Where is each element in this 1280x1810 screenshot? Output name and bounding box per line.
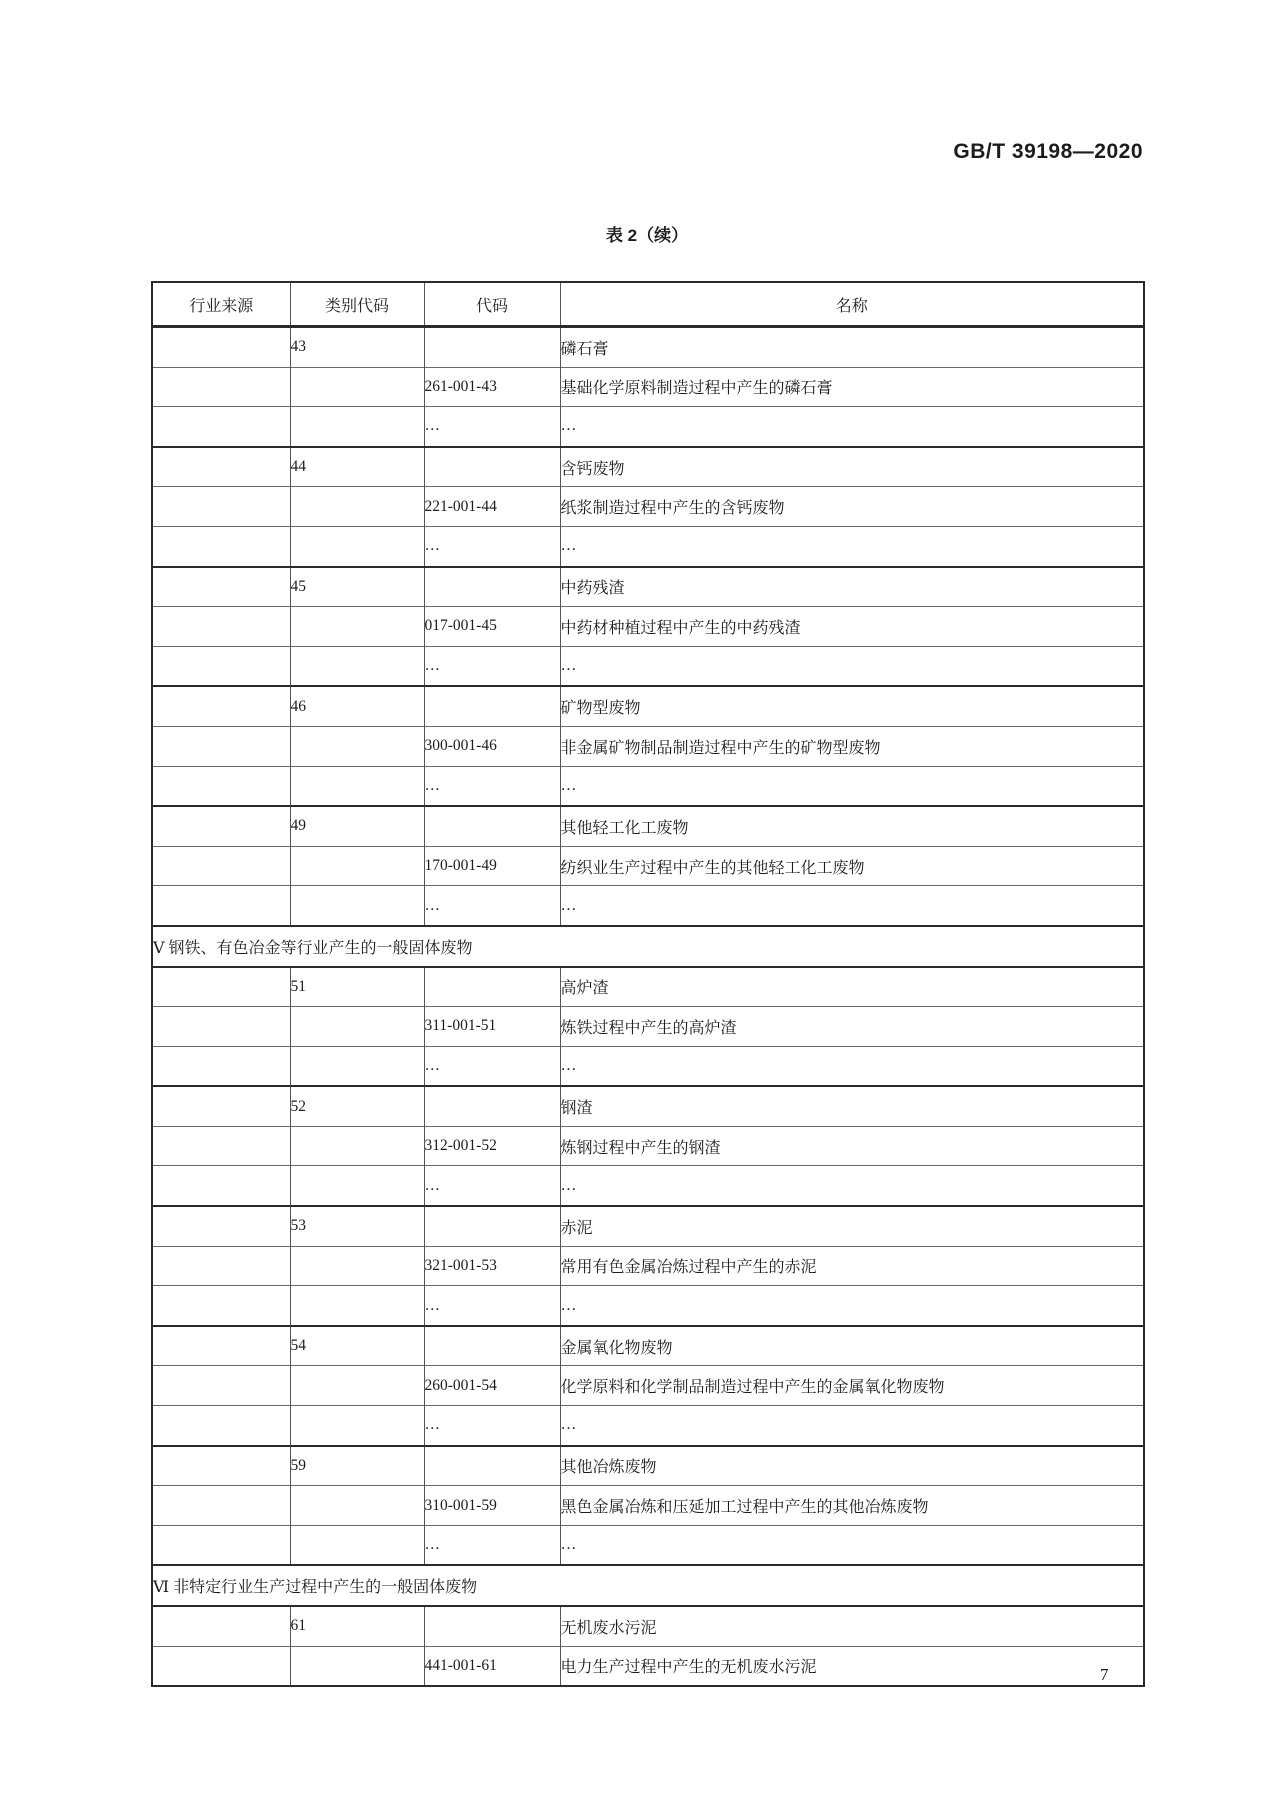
table-row xyxy=(152,1606,1144,1646)
cell-industry-source xyxy=(152,327,290,368)
table-row xyxy=(152,526,1144,566)
cell-category-code xyxy=(290,1646,424,1686)
table-row xyxy=(152,327,1144,368)
cell-industry-source xyxy=(152,967,290,1007)
cell-industry-source xyxy=(152,1406,290,1446)
cell-category-code: 49 xyxy=(290,806,424,846)
table-row xyxy=(152,1086,1144,1126)
cell-category-code xyxy=(290,726,424,766)
cell-category-code: 44 xyxy=(290,447,424,487)
table-row xyxy=(152,766,1144,806)
cell-category-code xyxy=(290,1046,424,1086)
cell-code: … xyxy=(424,886,560,926)
cell-category-code xyxy=(290,646,424,686)
cell-code: 312-001-52 xyxy=(424,1126,560,1166)
cell-code xyxy=(424,327,560,368)
cell-code: … xyxy=(424,1046,560,1086)
cell-name: … xyxy=(560,1046,1144,1086)
cell-industry-source xyxy=(152,1246,290,1286)
table-row xyxy=(152,1286,1144,1326)
cell-code: 311-001-51 xyxy=(424,1007,560,1047)
col-header-industry-source: 行业来源 xyxy=(152,282,290,327)
cell-name: 矿物型废物 xyxy=(560,686,1144,726)
cell-code: … xyxy=(424,1286,560,1326)
table-row xyxy=(152,1206,1144,1246)
page-number: 7 xyxy=(1100,1665,1109,1684)
table-row xyxy=(152,567,1144,607)
cell-industry-source xyxy=(152,447,290,487)
table-row xyxy=(152,1246,1144,1286)
cell-industry-source xyxy=(152,766,290,806)
cell-industry-source xyxy=(152,1286,290,1326)
table-row xyxy=(152,886,1144,926)
cell-code xyxy=(424,1326,560,1366)
cell-name: 无机废水污泥 xyxy=(560,1606,1144,1646)
table-row xyxy=(152,1446,1144,1486)
cell-industry-source xyxy=(152,1486,290,1526)
cell-category-code: 46 xyxy=(290,686,424,726)
cell-industry-source xyxy=(152,686,290,726)
table-row xyxy=(152,806,1144,846)
cell-industry-source xyxy=(152,1646,290,1686)
cell-code: 170-001-49 xyxy=(424,846,560,886)
table-row xyxy=(152,1406,1144,1446)
cell-name: 赤泥 xyxy=(560,1206,1144,1246)
table-row xyxy=(152,1646,1144,1686)
cell-category-code xyxy=(290,526,424,566)
cell-name: … xyxy=(560,1166,1144,1206)
table-row xyxy=(152,726,1144,766)
section-label: Ⅴ 钢铁、有色冶金等行业产生的一般固体废物 xyxy=(152,926,1144,967)
cell-code: 261-001-43 xyxy=(424,367,560,407)
cell-code xyxy=(424,567,560,607)
cell-name: 纺织业生产过程中产生的其他轻工化工废物 xyxy=(560,846,1144,886)
cell-code: 260-001-54 xyxy=(424,1366,560,1406)
cell-category-code: 52 xyxy=(290,1086,424,1126)
table-row xyxy=(152,487,1144,527)
table-row xyxy=(152,1525,1144,1565)
cell-code xyxy=(424,686,560,726)
cell-code: … xyxy=(424,407,560,447)
cell-code xyxy=(424,967,560,1007)
cell-code: … xyxy=(424,1406,560,1446)
cell-name: 钢渣 xyxy=(560,1086,1144,1126)
cell-category-code xyxy=(290,886,424,926)
cell-code xyxy=(424,1446,560,1486)
table-row xyxy=(152,367,1144,407)
col-header-name: 名称 xyxy=(560,282,1144,327)
table-row xyxy=(152,1326,1144,1366)
cell-name: 基础化学原料制造过程中产生的磷石膏 xyxy=(560,367,1144,407)
cell-industry-source xyxy=(152,646,290,686)
cell-category-code xyxy=(290,1246,424,1286)
cell-code xyxy=(424,1606,560,1646)
cell-name: 黑色金属冶炼和压延加工过程中产生的其他冶炼废物 xyxy=(560,1486,1144,1526)
cell-category-code xyxy=(290,1406,424,1446)
cell-category-code xyxy=(290,846,424,886)
cell-code: … xyxy=(424,766,560,806)
cell-category-code xyxy=(290,766,424,806)
cell-name: 常用有色金属冶炼过程中产生的赤泥 xyxy=(560,1246,1144,1286)
cell-category-code xyxy=(290,1486,424,1526)
cell-code: … xyxy=(424,646,560,686)
cell-code: … xyxy=(424,1525,560,1565)
cell-name: 中药材种植过程中产生的中药残渣 xyxy=(560,607,1144,647)
table-row xyxy=(152,607,1144,647)
cell-code: … xyxy=(424,526,560,566)
cell-category-code: 61 xyxy=(290,1606,424,1646)
cell-name: 非金属矿物制品制造过程中产生的矿物型废物 xyxy=(560,726,1144,766)
cell-code: 441-001-61 xyxy=(424,1646,560,1686)
cell-industry-source xyxy=(152,886,290,926)
cell-category-code: 53 xyxy=(290,1206,424,1246)
cell-name: … xyxy=(560,886,1144,926)
table-row xyxy=(152,686,1144,726)
classification-table-wrap xyxy=(151,281,1143,1687)
cell-industry-source xyxy=(152,846,290,886)
cell-industry-source xyxy=(152,1606,290,1646)
cell-code: 310-001-59 xyxy=(424,1486,560,1526)
cell-name: … xyxy=(560,407,1144,447)
table-row xyxy=(152,967,1144,1007)
table-row xyxy=(152,1126,1144,1166)
table-body xyxy=(152,327,1144,1687)
table-row xyxy=(152,447,1144,487)
cell-code xyxy=(424,1206,560,1246)
cell-industry-source xyxy=(152,806,290,846)
cell-industry-source xyxy=(152,1206,290,1246)
cell-name: 电力生产过程中产生的无机废水污泥 xyxy=(560,1646,1144,1686)
cell-industry-source xyxy=(152,1046,290,1086)
cell-industry-source xyxy=(152,1126,290,1166)
cell-category-code xyxy=(290,607,424,647)
cell-name: 含钙废物 xyxy=(560,447,1144,487)
cell-code xyxy=(424,806,560,846)
cell-name: … xyxy=(560,1286,1144,1326)
cell-category-code: 59 xyxy=(290,1446,424,1486)
table-row xyxy=(152,1366,1144,1406)
standard-number: GB/T 39198—2020 xyxy=(953,140,1143,163)
table-row xyxy=(152,646,1144,686)
cell-name: 纸浆制造过程中产生的含钙废物 xyxy=(560,487,1144,527)
cell-industry-source xyxy=(152,1086,290,1126)
cell-industry-source xyxy=(152,1525,290,1565)
cell-name: 化学原料和化学制品制造过程中产生的金属氧化物废物 xyxy=(560,1366,1144,1406)
section-label: Ⅵ 非特定行业生产过程中产生的一般固体废物 xyxy=(152,1565,1144,1606)
cell-category-code xyxy=(290,487,424,527)
cell-category-code: 51 xyxy=(290,967,424,1007)
cell-name: 炼钢过程中产生的钢渣 xyxy=(560,1126,1144,1166)
cell-industry-source xyxy=(152,1446,290,1486)
cell-category-code: 54 xyxy=(290,1326,424,1366)
table-title: 表 2（续） xyxy=(605,226,689,245)
cell-industry-source xyxy=(152,367,290,407)
cell-category-code: 43 xyxy=(290,327,424,368)
cell-category-code xyxy=(290,1286,424,1326)
cell-category-code xyxy=(290,1166,424,1206)
cell-name: 磷石膏 xyxy=(560,327,1144,368)
cell-name: 其他冶炼废物 xyxy=(560,1446,1144,1486)
cell-industry-source xyxy=(152,567,290,607)
cell-industry-source xyxy=(152,487,290,527)
cell-name: … xyxy=(560,646,1144,686)
cell-category-code xyxy=(290,407,424,447)
cell-code xyxy=(424,1086,560,1126)
col-header-code: 代码 xyxy=(424,282,560,327)
cell-industry-source xyxy=(152,1326,290,1366)
table-row xyxy=(152,407,1144,447)
cell-industry-source xyxy=(152,407,290,447)
cell-category-code: 45 xyxy=(290,567,424,607)
cell-industry-source xyxy=(152,1166,290,1206)
cell-name: 其他轻工化工废物 xyxy=(560,806,1144,846)
cell-name: … xyxy=(560,766,1144,806)
cell-name: … xyxy=(560,526,1144,566)
section-row xyxy=(152,1565,1144,1606)
table-row xyxy=(152,1166,1144,1206)
classification-table xyxy=(151,281,1145,1687)
cell-name: … xyxy=(560,1406,1144,1446)
cell-industry-source xyxy=(152,607,290,647)
cell-name: 金属氧化物废物 xyxy=(560,1326,1144,1366)
cell-industry-source xyxy=(152,1007,290,1047)
cell-category-code xyxy=(290,1126,424,1166)
cell-name: 高炉渣 xyxy=(560,967,1144,1007)
section-row xyxy=(152,926,1144,967)
cell-code: 321-001-53 xyxy=(424,1246,560,1286)
cell-category-code xyxy=(290,367,424,407)
cell-category-code xyxy=(290,1366,424,1406)
table-row xyxy=(152,1007,1144,1047)
table-header-row xyxy=(152,282,1144,327)
cell-category-code xyxy=(290,1525,424,1565)
table-row xyxy=(152,846,1144,886)
cell-industry-source xyxy=(152,1366,290,1406)
table-row xyxy=(152,1486,1144,1526)
cell-name: 炼铁过程中产生的高炉渣 xyxy=(560,1007,1144,1047)
table-row xyxy=(152,1046,1144,1086)
cell-name: 中药残渣 xyxy=(560,567,1144,607)
cell-industry-source xyxy=(152,526,290,566)
cell-code xyxy=(424,447,560,487)
cell-category-code xyxy=(290,1007,424,1047)
cell-industry-source xyxy=(152,726,290,766)
cell-code: 300-001-46 xyxy=(424,726,560,766)
cell-code: 017-001-45 xyxy=(424,607,560,647)
col-header-category-code: 类别代码 xyxy=(290,282,424,327)
cell-code: … xyxy=(424,1166,560,1206)
cell-name: … xyxy=(560,1525,1144,1565)
cell-code: 221-001-44 xyxy=(424,487,560,527)
